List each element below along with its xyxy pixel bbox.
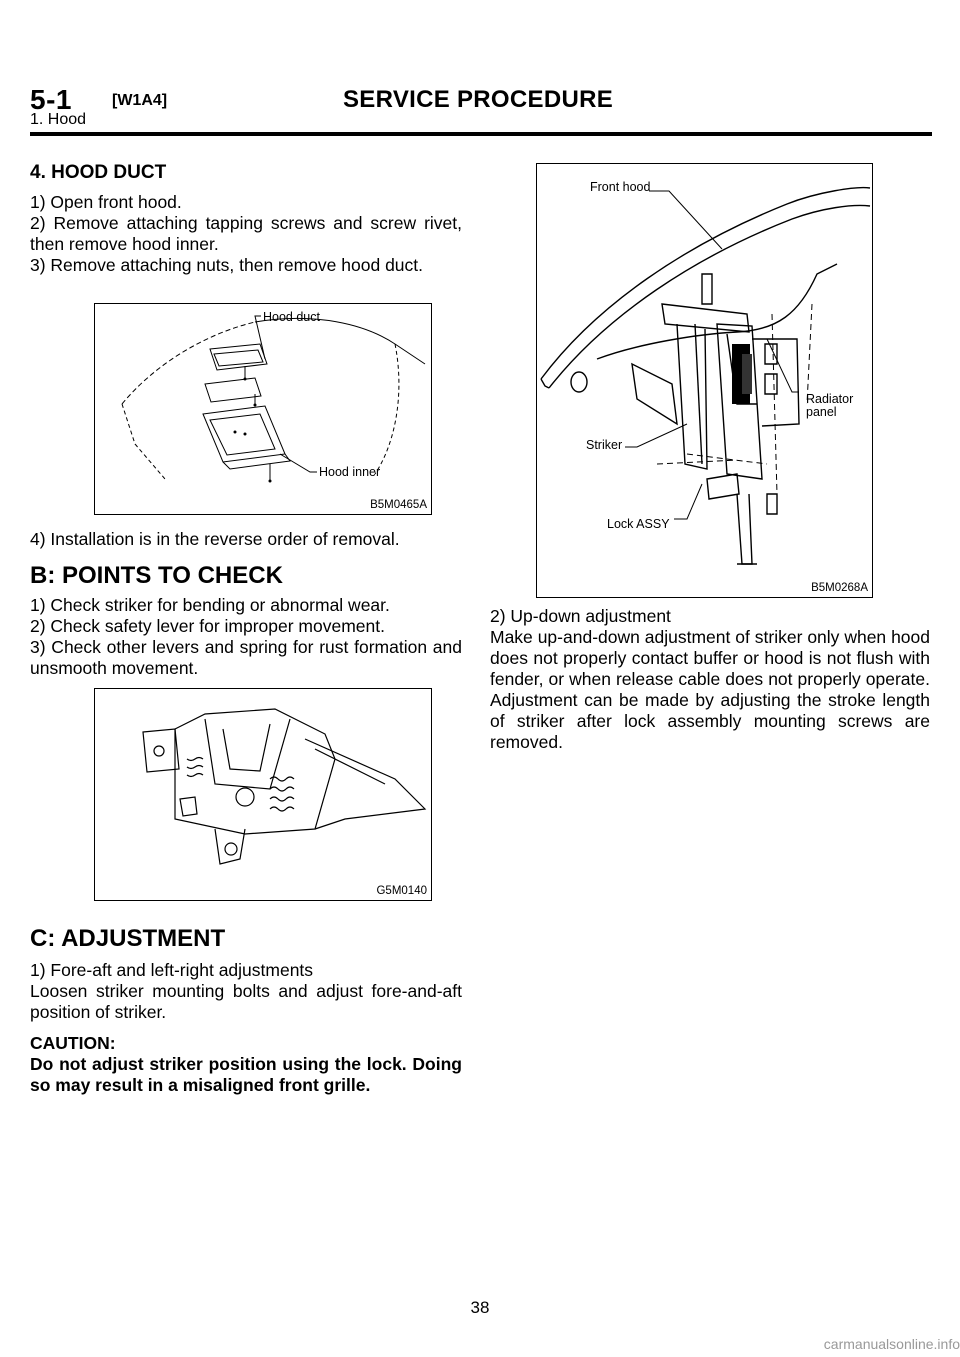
adjustment-step-2-block [490,606,930,753]
hood-duct-heading: 4. HOOD DUCT [30,162,167,183]
adjustment-heading: C: ADJUSTMENT [30,925,226,952]
figure-striker-lock [536,163,873,598]
adjustment-step-2-title: 2) Up-down adjustment [490,606,671,626]
hood-duct-section [30,162,462,276]
figure-id: G5M0140 [376,885,427,897]
label-hood-inner: Hood inner [319,465,381,479]
section-subcode: [W1A4] [112,92,168,109]
adjustment-section [30,925,462,1096]
points-to-check-heading: B: POINTS TO CHECK [30,562,283,589]
caution-text: Do not adjust striker position using the lock. Doing so may result in a misaligned front grille. [30,1054,462,1095]
hood-duct-step-4-block [30,529,462,550]
hood-duct-step-2: 2) Remove attaching tapping screws and screw rivet, then remove hood inner. [30,213,462,254]
label-front-hood: Front hood [590,180,651,194]
adjustment-step-2-text: Make up-and-down adjustment of striker only when hood does not properly contact buffer or hood is not flush with fender, or when release cable does not properly operate. Adjustment can be made by adjusting the stroke length of striker after lock assembly mounting screws are removed. [490,627,930,752]
figure-lock-assembly [94,688,432,901]
page-number: 38 [470,1298,490,1317]
label-striker: Striker [586,438,623,452]
label-hood-duct: Hood duct [263,310,320,324]
hood-duct-step-4: 4) Installation is in the reverse order of removal. [30,529,400,549]
points-to-check-section [30,562,462,679]
check-step-2: 2) Check safety lever for improper movement. [30,616,385,636]
check-step-1: 1) Check striker for bending or abnormal wear. [30,595,390,615]
label-radiator-panel: panel [806,405,837,419]
check-step-3: 3) Check other levers and spring for rust formation and unsmooth movement. [30,637,462,678]
header-rule [30,132,932,136]
striker-lock-drawing [537,164,872,597]
label-radiator: Radiator [806,392,854,406]
figure-id: B5M0268A [811,582,868,594]
adjustment-step-1-title: 1) Fore-aft and left-right adjustments [30,960,314,980]
section-code: 5-1 [30,84,72,115]
hood-duct-drawing [95,304,431,514]
lock-assembly-drawing [95,689,431,900]
figure-hood-duct [94,303,432,515]
watermark: carmanualsonline.info [823,1336,960,1352]
section-name: 1. Hood [30,111,87,128]
hood-duct-step-3: 3) Remove attaching nuts, then remove hood duct. [30,255,424,275]
figure-id: B5M0465A [370,499,427,511]
label-lock-assy: Lock ASSY [607,517,670,531]
adjustment-step-1-text: Loosen striker mounting bolts and adjust fore-and-aft position of striker. [30,981,462,1022]
caution-label: CAUTION: [30,1033,116,1053]
page-title: SERVICE PROCEDURE [343,86,614,113]
hood-duct-step-1: 1) Open front hood. [30,192,182,212]
